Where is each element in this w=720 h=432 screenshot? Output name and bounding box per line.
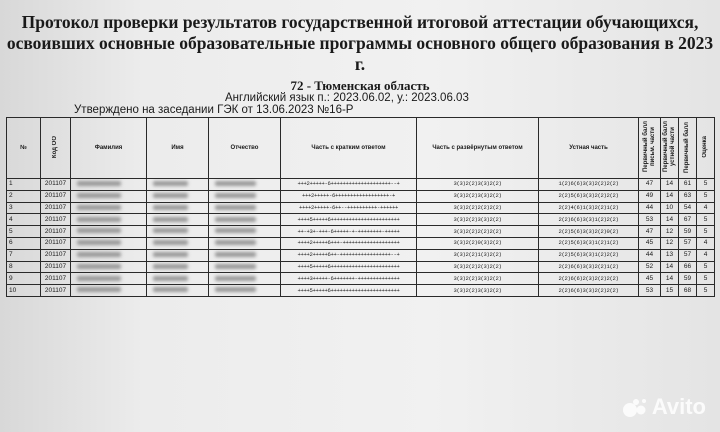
grade-cell: 5 [697, 214, 715, 226]
patronymic-cell [209, 261, 281, 273]
results-table [6, 117, 715, 297]
surname-cell [71, 237, 147, 249]
redacted-text [153, 252, 188, 257]
grade-cell: 4 [697, 249, 715, 261]
short-answer-cell: ++++2+++++6+++-+++++++++++++++++++ [281, 237, 417, 249]
long-answer-cell: 3(3)2(2)1(3)2(2) [417, 249, 539, 261]
header-short-answer: Часть с кратким ответом [281, 118, 417, 179]
patronymic-cell [209, 249, 281, 261]
school-code-cell: 201107 [41, 179, 71, 191]
oral-part-cell: 2(2)5(6)3(3)1(2)1(2) [539, 237, 639, 249]
redacted-text [77, 217, 121, 222]
primary-oral-cell: 10 [661, 202, 679, 214]
header-school-code: Код ОО [41, 118, 71, 179]
primary-written-cell: 44 [639, 202, 661, 214]
grade-cell: 4 [697, 237, 715, 249]
redacted-text [215, 228, 256, 233]
header-primary-oral: Первичный балл устной части [661, 118, 679, 179]
header-oral-part: Устная часть [539, 118, 639, 179]
first-name-cell [147, 249, 209, 261]
school-code-cell: 201107 [41, 285, 71, 297]
redacted-text [153, 181, 188, 186]
primary-total-cell: 59 [679, 273, 697, 285]
redacted-text [77, 287, 121, 292]
first-name-cell [147, 226, 209, 238]
surname-cell [71, 273, 147, 285]
short-answer-cell: ++-+3+-+++-6+++++-+-++++++++-+++++ [281, 226, 417, 238]
long-answer-cell: 3(3)2(2)3(3)2(2) [417, 273, 539, 285]
redacted-text [215, 240, 256, 245]
patronymic-cell [209, 273, 281, 285]
primary-written-cell: 53 [639, 214, 661, 226]
row-number: 8 [7, 261, 41, 273]
primary-written-cell: 47 [639, 226, 661, 238]
redacted-text [215, 252, 256, 257]
redacted-text [77, 252, 121, 257]
primary-total-cell: 61 [679, 179, 697, 191]
school-code-cell: 201107 [41, 202, 71, 214]
long-answer-cell: 3(3)2(2)2(2)2(2) [417, 202, 539, 214]
first-name-cell [147, 190, 209, 202]
redacted-text [77, 240, 121, 245]
primary-oral-cell: 15 [661, 285, 679, 297]
primary-total-cell: 66 [679, 261, 697, 273]
redacted-text [153, 276, 188, 281]
row-number: 3 [7, 202, 41, 214]
table-row [7, 190, 715, 202]
primary-oral-cell: 13 [661, 249, 679, 261]
header-patronymic: Отчество [209, 118, 281, 179]
oral-part-cell: 2(2)6(6)3(3)2(2)1(2) [539, 261, 639, 273]
school-code-cell: 201107 [41, 237, 71, 249]
primary-oral-cell: 14 [661, 190, 679, 202]
primary-written-cell: 47 [639, 179, 661, 191]
avito-logo-icon [622, 397, 648, 419]
redacted-text [77, 228, 121, 233]
long-answer-cell: 3(3)2(2)3(3)2(2) [417, 285, 539, 297]
redacted-text [215, 181, 256, 186]
table-row [7, 179, 715, 191]
primary-total-cell: 57 [679, 249, 697, 261]
grade-cell: 5 [697, 273, 715, 285]
avito-watermark: Avito [622, 394, 706, 420]
school-code-cell: 201107 [41, 273, 71, 285]
region-heading: 72 - Тюменская область [290, 78, 430, 93]
grade-cell: 5 [697, 179, 715, 191]
patronymic-cell [209, 179, 281, 191]
primary-total-cell: 57 [679, 237, 697, 249]
table-row [7, 226, 715, 238]
grade-cell: 5 [697, 190, 715, 202]
row-number: 4 [7, 214, 41, 226]
surname-cell [71, 179, 147, 191]
short-answer-cell: ++++5+++++6+++++++++++++++++++++++ [281, 261, 417, 273]
primary-written-cell: 45 [639, 237, 661, 249]
primary-total-cell: 63 [679, 190, 697, 202]
header-name: Имя [147, 118, 209, 179]
first-name-cell [147, 237, 209, 249]
surname-cell [71, 285, 147, 297]
school-code-cell: 201107 [41, 214, 71, 226]
school-code-cell: 201107 [41, 261, 71, 273]
header-primary-written: Первичный балл письм. части [639, 118, 661, 179]
school-code-cell: 201107 [41, 249, 71, 261]
school-code-cell: 201107 [41, 226, 71, 238]
patronymic-cell [209, 190, 281, 202]
long-answer-cell: 3(3)2(2)3(3)2(2) [417, 190, 539, 202]
first-name-cell [147, 202, 209, 214]
redacted-text [77, 264, 121, 269]
grade-cell: 5 [697, 226, 715, 238]
primary-written-cell: 45 [639, 273, 661, 285]
header-primary-total: Первичный балл [679, 118, 697, 179]
short-answer-cell: ++++5+++++6+++++++++++++++++++++++ [281, 285, 417, 297]
grade-cell: 4 [697, 202, 715, 214]
redacted-text [215, 193, 256, 198]
redacted-text [215, 205, 256, 210]
grade-cell: 5 [697, 261, 715, 273]
redacted-text [77, 276, 121, 281]
oral-part-cell: 2(2)6(6)3(3)2(2)2(2) [539, 285, 639, 297]
redacted-text [153, 287, 188, 292]
primary-total-cell: 59 [679, 226, 697, 238]
surname-cell [71, 261, 147, 273]
grade-cell: 5 [697, 285, 715, 297]
surname-cell [71, 190, 147, 202]
redacted-text [215, 217, 256, 222]
row-number: 9 [7, 273, 41, 285]
row-number: 10 [7, 285, 41, 297]
redacted-text [153, 193, 188, 198]
redacted-text [77, 205, 121, 210]
primary-total-cell: 68 [679, 285, 697, 297]
table-row [7, 273, 715, 285]
long-answer-cell: 3(3)2(2)0(3)2(2) [417, 237, 539, 249]
header-number: № [7, 118, 41, 179]
redacted-text [153, 205, 188, 210]
redacted-text [215, 287, 256, 292]
short-answer-cell: ++++2+++++-6++--++++++++++-++++++ [281, 202, 417, 214]
oral-part-cell: 2(2)4(6)1(3)2(2)1(2) [539, 202, 639, 214]
primary-oral-cell: 14 [661, 261, 679, 273]
first-name-cell [147, 214, 209, 226]
header-grade: Оценка [697, 118, 715, 179]
table-row [7, 249, 715, 261]
short-answer-cell: ++++2+++++6++-+++++++++++++++++--+ [281, 249, 417, 261]
row-number: 6 [7, 237, 41, 249]
header-surname: Фамилия [71, 118, 147, 179]
long-answer-cell: 3(3)2(2)2(3)2(2) [417, 261, 539, 273]
short-answer-cell: +++2+++++-6++++++++++++++++++-+ [281, 190, 417, 202]
patronymic-cell [209, 226, 281, 238]
oral-part-cell: 2(2)6(6)2(3)2(2)2(2) [539, 273, 639, 285]
redacted-text [153, 217, 188, 222]
long-answer-cell: 3(3)2(2)3(3)2(2) [417, 214, 539, 226]
patronymic-cell [209, 285, 281, 297]
redacted-text [153, 240, 188, 245]
patronymic-cell [209, 214, 281, 226]
subject-line: Английский язык п.: 2023.06.02, у.: 2023.06.03 [225, 92, 469, 104]
primary-oral-cell: 14 [661, 214, 679, 226]
primary-total-cell: 67 [679, 214, 697, 226]
row-number: 5 [7, 226, 41, 238]
table-row [7, 202, 715, 214]
first-name-cell [147, 261, 209, 273]
oral-part-cell: 2(2)6(6)3(3)1(2)2(2) [539, 214, 639, 226]
primary-written-cell: 44 [639, 249, 661, 261]
primary-written-cell: 53 [639, 285, 661, 297]
oral-part-cell: 2(2)5(6)3(3)1(2)2(2) [539, 249, 639, 261]
primary-oral-cell: 14 [661, 273, 679, 285]
primary-written-cell: 49 [639, 190, 661, 202]
table-row [7, 285, 715, 297]
long-answer-cell: 3(3)2(2)2(2)2(2) [417, 226, 539, 238]
approval-line: Утверждено на заседании ГЭК от 13.06.2023 №16-Р [74, 104, 354, 116]
school-code-cell: 201107 [41, 190, 71, 202]
long-answer-cell: 3(3)2(2)3(3)2(2) [417, 179, 539, 191]
row-number: 1 [7, 179, 41, 191]
short-answer-cell: ++++5+++++6+++++++++++++++++++++++ [281, 214, 417, 226]
first-name-cell [147, 285, 209, 297]
primary-oral-cell: 12 [661, 226, 679, 238]
table-row [7, 237, 715, 249]
patronymic-cell [209, 237, 281, 249]
surname-cell [71, 226, 147, 238]
oral-part-cell: 1(2)6(6)3(3)2(2)2(2) [539, 179, 639, 191]
table-row [7, 214, 715, 226]
row-number: 2 [7, 190, 41, 202]
redacted-text [215, 264, 256, 269]
primary-written-cell: 52 [639, 261, 661, 273]
primary-total-cell: 54 [679, 202, 697, 214]
primary-oral-cell: 14 [661, 179, 679, 191]
table-header-row [7, 118, 715, 179]
redacted-text [77, 193, 121, 198]
short-answer-cell: ++++3+++++-6+++++++-++++++++++++++ [281, 273, 417, 285]
patronymic-cell [209, 202, 281, 214]
redacted-text [153, 264, 188, 269]
first-name-cell [147, 273, 209, 285]
surname-cell [71, 202, 147, 214]
first-name-cell [147, 179, 209, 191]
table-row [7, 261, 715, 273]
surname-cell [71, 214, 147, 226]
redacted-text [215, 276, 256, 281]
short-answer-cell: +++2+++++-6++++++++++++++++++++--+ [281, 179, 417, 191]
oral-part-cell: 2(2)5(6)3(3)2(2)2(2) [539, 190, 639, 202]
primary-oral-cell: 12 [661, 237, 679, 249]
row-number: 7 [7, 249, 41, 261]
header-long-answer: Часть с развёрнутым ответом [417, 118, 539, 179]
oral-part-cell: 2(2)5(6)3(3)2(2)0(2) [539, 226, 639, 238]
surname-cell [71, 249, 147, 261]
redacted-text [77, 181, 121, 186]
document-title: Протокол проверки результатов государственной итоговой аттестации обучающихся, освоивших основные образовательные программы основного общего образования в 2023 г. [6, 12, 714, 74]
redacted-text [153, 228, 188, 233]
